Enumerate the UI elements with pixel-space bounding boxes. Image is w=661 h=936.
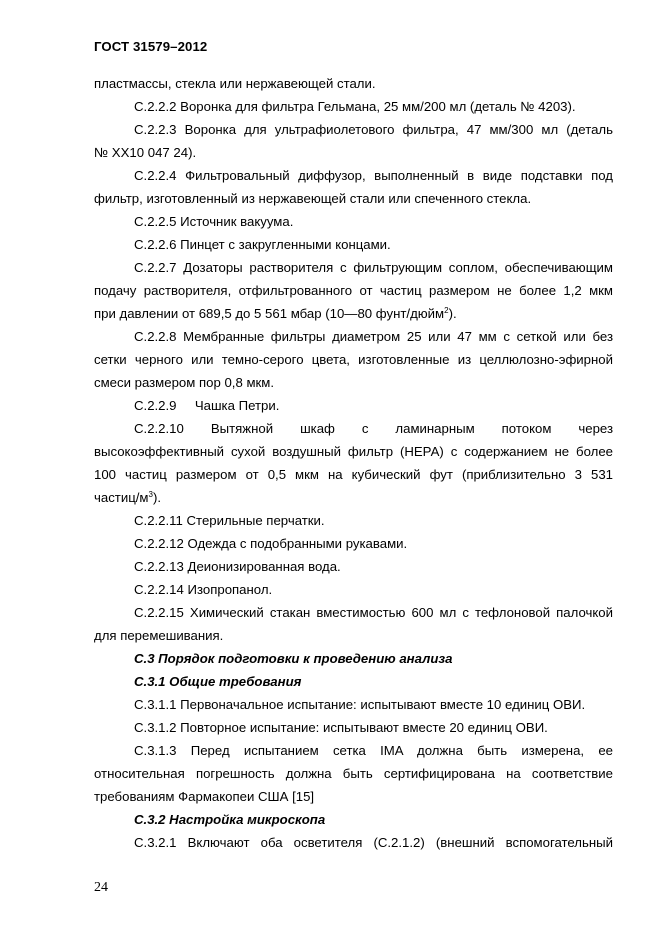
text-line <box>94 490 161 506</box>
text-line: С.2.2.3 Воронка для ультрафиолетового фильтра, 47 мм/300 мл (деталь <box>134 122 613 137</box>
text-line: 100 частиц размером от 0,5 мкм на кубический фут (приблизительно 3 531 <box>94 467 613 482</box>
page-number: 24 <box>94 880 108 895</box>
text-line: требованиям Фармакопеи США [15] <box>94 789 315 804</box>
text-line: высокоэффективный сухой воздушный фильтр (НЕРА) с содержанием не более <box>94 444 613 459</box>
text-line: С.2.2.12 Одежда с подобранными рукавами. <box>134 536 408 551</box>
text-line: С.2.2.4 Фильтровальный диффузор, выполненный в виде подставки под <box>134 168 613 183</box>
text-line: С.2.2.6 Пинцет с закругленными концами. <box>134 237 391 252</box>
text-fragment: частиц/м <box>94 490 149 505</box>
text-fragment: при давлении от 689,5 до 5 561 мбар (10—80 фунт/дюйм <box>94 306 445 321</box>
text-line: подачу растворителя, отфильтрованного от частиц размером не более 1,2 мкм <box>94 283 613 298</box>
text-line: фильтр, изготовленный из нержавеющей стали или спеченного стекла. <box>94 191 532 206</box>
section-heading: С.3 Порядок подготовки к проведению анализа <box>134 651 453 666</box>
text-line: С.2.2.2 Воронка для фильтра Гельмана, 25 мм/200 мл (деталь № 4203). <box>134 99 576 114</box>
superscript: 3 <box>148 490 153 499</box>
text-line: С.2.2.5 Источник вакуума. <box>134 214 294 229</box>
text-line: пластмассы, стекла или нержавеющей стали. <box>94 76 376 91</box>
text-line: С.3.2.1 Включают оба осветителя (С.2.1.2) (внешний вспомогательный <box>134 835 613 850</box>
text-line: сетки черного или темно-серого цвета, изготовленные из целлюлозно-эфирной <box>94 352 613 367</box>
text-line: для перемешивания. <box>94 628 224 643</box>
text-line: С.2.2.15 Химический стакан вместимостью 600 мл с тефлоновой палочкой <box>134 605 613 620</box>
text-line: С.3.1.3 Перед испытанием сетка IMA должна быть измерена, ее <box>134 743 613 758</box>
text-line: С.2.2.11 Стерильные перчатки. <box>134 513 325 528</box>
superscript: 2 <box>444 306 449 315</box>
document-header: ГОСТ 31579–2012 <box>94 39 208 54</box>
text-line <box>94 306 457 322</box>
subsection-heading: С.3.2 Настройка микроскопа <box>134 812 326 827</box>
text-line: С.2.2.13 Деионизированная вода. <box>134 559 341 574</box>
text-line: С.2.2.14 Изопропанол. <box>134 582 273 597</box>
text-line: С.2.2.7 Дозаторы растворителя с фильтрующим соплом, обеспечивающим <box>134 260 613 275</box>
text-fragment: ). <box>448 306 457 321</box>
text-line: С.3.1.2 Повторное испытание: испытывают вместе 20 единиц ОВИ. <box>134 720 548 735</box>
text-line: смеси размером пор 0,8 мкм. <box>94 375 275 390</box>
text-line: С.2.2.10 Вытяжной шкаф с ламинарным потоком через <box>134 421 613 436</box>
text-fragment: ). <box>152 490 162 505</box>
subsection-heading: С.3.1 Общие требования <box>134 674 302 689</box>
text-line: С.3.1.1 Первоначальное испытание: испытывают вместе 10 единиц ОВИ. <box>134 697 586 712</box>
text-line: относительная погрешность должна быть сертифицирована на соответствие <box>94 766 613 781</box>
text-line: С.2.2.9 Чашка Петри. <box>134 398 280 413</box>
text-line: № ХХ10 047 24). <box>94 145 197 160</box>
text-line: С.2.2.8 Мембранные фильтры диаметром 25 или 47 мм с сеткой или без <box>134 329 613 344</box>
